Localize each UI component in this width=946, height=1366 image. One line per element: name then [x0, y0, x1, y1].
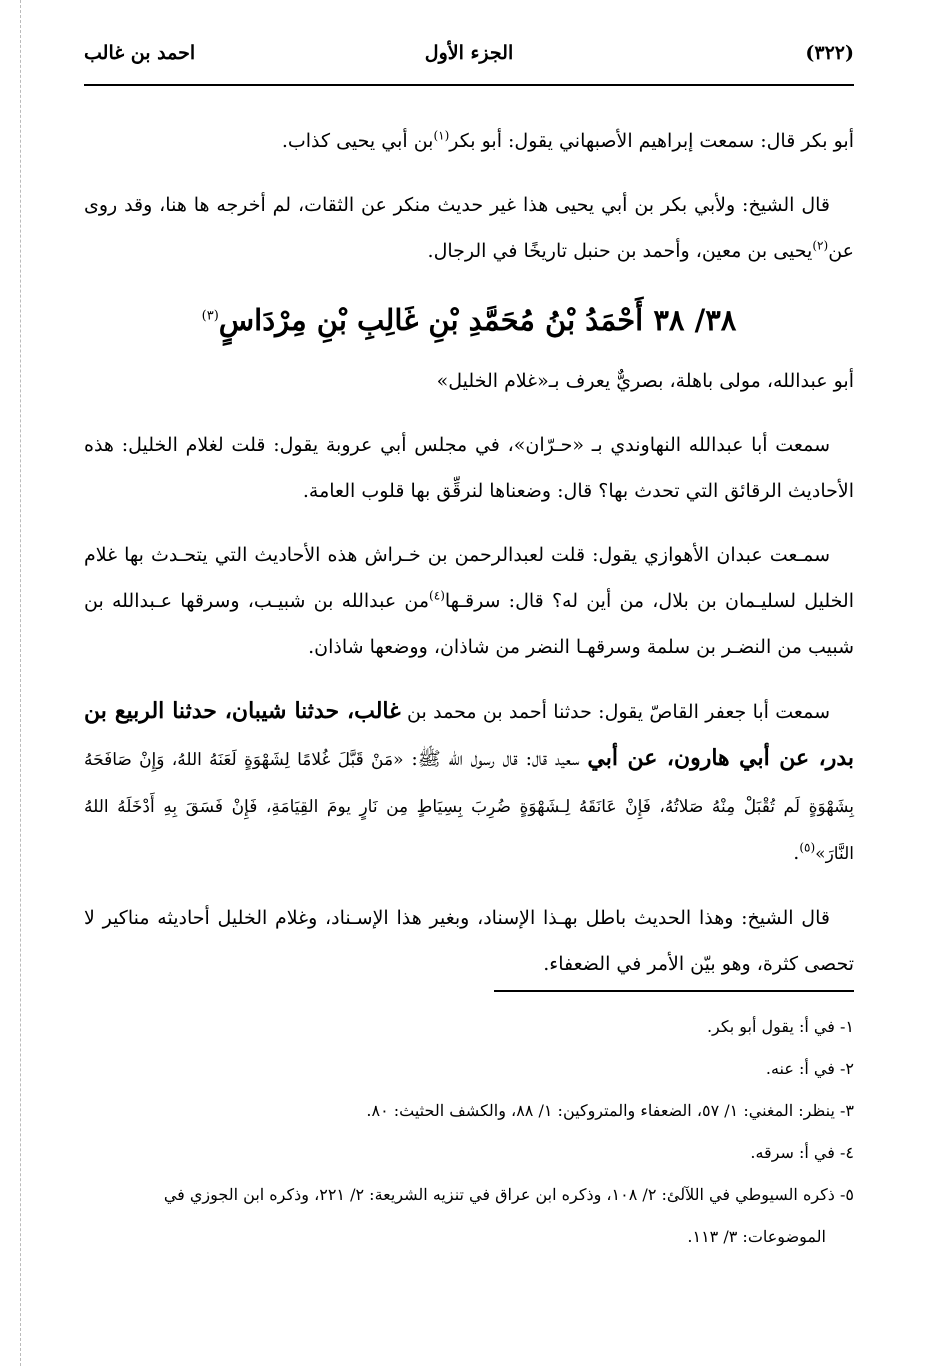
paragraph-7: قال الشيخ: وهذا الحديث باطل بهـذا الإسناد، وبغير هذا الإسـناد، وغلام الخليل أحاديثه مناكير لا تحصى كثرة، وهو بيّن الأمر في الضعفاء.	[84, 907, 854, 975]
paragraph-6: سمعت أبا جعفر القاصّ يقول: حدثنا أحمد بن محمد بن غالب، حدثنا شيبان، حدثنا الربيع بن بدر، عن أبي هارون، عن أبي سعيد قال: قال رسول الله ﷺ: «مَنْ قَبَّلَ غُلامًا لِشَهْوَةٍ لَعَنَهُ اللهُ، وَإِنْ صَافَحَهُ بِشَهْوَةٍ لَم تُقْبَلْ مِنْهُ صَلاتُهُ، فَإِنْ عَانَقَهُ لِـشَهْوَةٍ ضُرِبَ بِسِيَاطٍ مِن نَارٍ يومَ القِيَامَةِ، فَإِنْ فَسَقَ بِهِ أَدْخَلَهُ اللهُ النَّارَ»$^{(٥)}$.	[84, 698, 854, 864]
footnotes	[84, 1006, 854, 1258]
page-number: (٣٢٢)	[805, 42, 854, 64]
volume-label: الجزء الأول	[424, 42, 514, 64]
footnote-4: ٤- في أ: سرقه.	[750, 1143, 854, 1162]
running-title: احمد بن غالب	[84, 42, 196, 64]
paragraph-5: سمـعت عبدان الأهوازي يقول: قلت لعبدالرحمن بن خـراش هذه الأحاديث التي يتحـدث بها غلام الخليل لسليـمان بن بلال، من أين له؟ قال: سرقـها$^{(٤)}$من عبدالله بن شبيـب، وسرقها عـبدالله بن شبيب من النضـر بن سلمة وسرقهـا النضر من شاذان، ووضعها شاذان.	[84, 544, 854, 658]
page-header	[84, 38, 854, 78]
footnote-rule	[494, 990, 854, 992]
paragraph-1: أبو بكر قال: سمعت إبراهيم الأصبهاني يقول: أبو بكر$^{(١)}$بن أبي يحيى كذاب.	[281, 128, 854, 152]
bold-chain: غالب، حدثنا شيبان، حدثنا الربيع بن بدر، عن أبي هارون، عن أبي	[84, 698, 854, 771]
footnote-ref-5: (٥)	[799, 840, 816, 855]
main-text	[84, 118, 854, 1005]
footnote-3: ٣- ينظر: المغني: ١/ ٥٧، الضعفاء والمتروكين: ١/ ٨٨، والكشف الحثيث: ٨٠.	[366, 1101, 854, 1120]
header-rule	[84, 84, 854, 86]
scan-edge-line	[20, 0, 21, 1366]
footnote-ref-1: (١)	[433, 128, 450, 143]
hadith-text: «مَنْ قَبَّلَ غُلامًا لِشَهْوَةٍ لَعَنَهُ اللهُ، وَإِنْ صَافَحَهُ بِشَهْوَةٍ لَم تُقْبَلْ مِنْهُ صَلاتُهُ، فَإِنْ عَانَقَهُ لِـشَهْوَةٍ ضُرِبَ بِسِيَاطٍ مِن نَارٍ يومَ القِيَامَةِ، فَإِنْ فَسَقَ بِهِ أَدْخَلَهُ اللهُ النَّارَ»	[84, 750, 854, 864]
paragraph-4: سمعت أبا عبدالله النهاوندي بـ «حـرّان»، في مجلس أبي عروبة يقول: قلت لغلام الخليل: هذه الأحاديث الرقائق التي تحدث بها؟ قال: وضعناها لنرقِّق بها قلوب العامة.	[84, 434, 854, 502]
footnote-ref-4: (٤)	[429, 588, 445, 603]
footnote-ref-3: (٣)	[201, 308, 219, 324]
footnote-1: ١- في أ: يقول أبو بكر.	[706, 1017, 854, 1036]
paragraph-3: أبو عبدالله، مولى باهلة، بصريٌّ يعرف بـ«غلام الخليل»	[436, 370, 854, 392]
entry-title: ٣٨/ ٣٨ أَحْمَدُ بْنُ مُحَمَّدِ بْنِ غَالِبِ بْنِ مِرْدَاسٍ$^{(٣)}$	[201, 303, 737, 337]
paragraph-2: قال الشيخ: ولأبي بكر بن أبي يحيى هذا غير حديث منكر عن الثقات، لم أخرجه ها هنا، وقد روى عن$^{(٢)}$يحيى بن معين، وأحمد بن حنبل تاريخًا في الرجال.	[84, 194, 854, 262]
footnote-ref-2: (٢)	[812, 238, 829, 253]
footnote-5: ٥- ذكره السيوطي في اللآلئ: ٢/ ١٠٨، وذكره ابن عراق في تنزيه الشريعة: ٢/ ٢٢١، وذكره ابن الجوزي في الموضوعات: ٣/ ١١٣.	[163, 1185, 854, 1246]
footnote-2: ٢- في أ: عنه.	[765, 1059, 854, 1078]
